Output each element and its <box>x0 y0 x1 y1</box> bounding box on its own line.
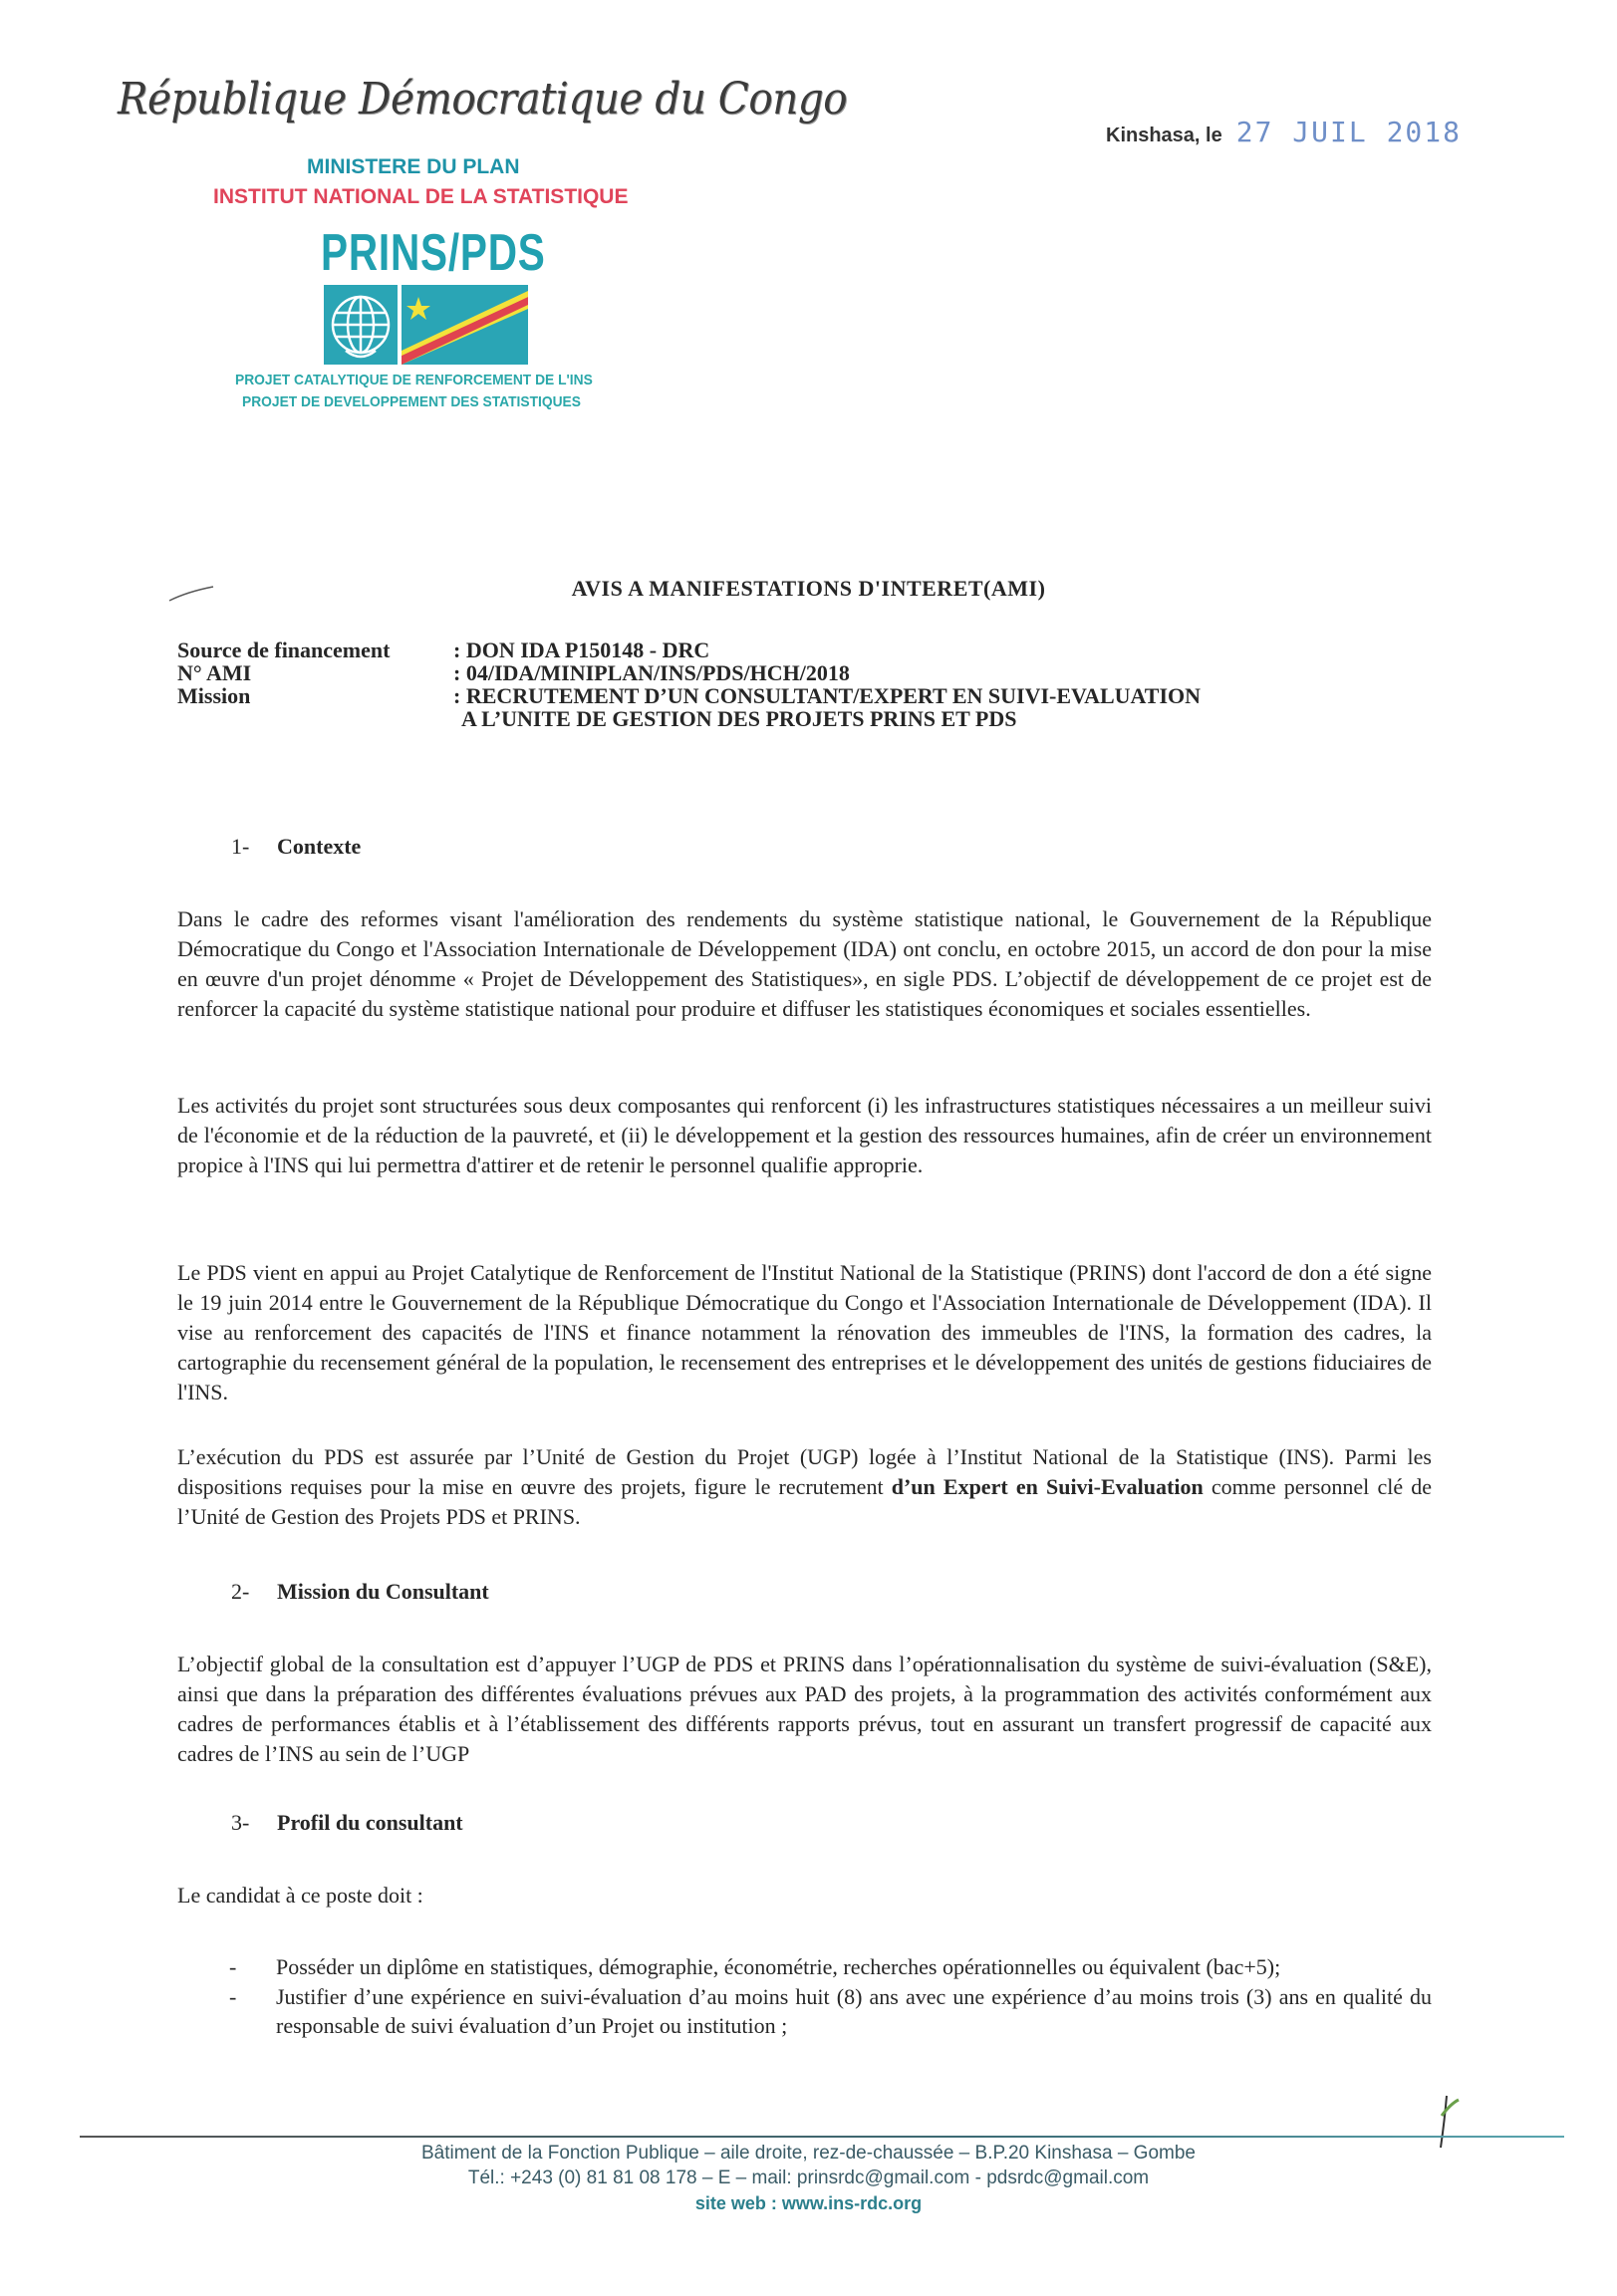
paragraph-context-2: Les activités du projet sont structurées sous deux composantes qui renforcent (i) les infrastructures statistiques nécessaires a un meilleur suivi de l'économie et de la réduction de la pauvreté, et (ii) le développement et la gestion des ressources humaines, afin de créer un environnement propice à l'INS qui lui permettra d'attirer et de retenir le personnel qualifie approprie. <box>177 1093 1432 1177</box>
world-bank-and-drc-flag-icon <box>324 285 528 365</box>
section-title: Mission du Consultant <box>277 1579 489 1604</box>
meta-value: : 04/IDA/MINIPLAN/INS/PDS/HCH/2018 <box>453 660 850 685</box>
section-title: Contexte <box>277 834 362 859</box>
para-bold-text: d’un Expert en Suivi-Evaluation <box>891 1474 1204 1499</box>
signature-initial-mark <box>1427 2090 1467 2150</box>
document-title: AVIS A MANIFESTATIONS D'INTERET(AMI) <box>571 576 1046 601</box>
meta-row-ami-number <box>177 661 1458 684</box>
list-item <box>229 1952 1432 1982</box>
project-line-2: PROJET DE DEVELOPPEMENT DES STATISTIQUES <box>242 393 581 410</box>
meta-value: : DON IDA P150148 - DRC <box>453 638 710 662</box>
meta-label <box>177 707 453 730</box>
footer-website[interactable]: site web : www.ins-rdc.org <box>694 2193 923 2213</box>
meta-block <box>177 638 1458 730</box>
meta-label: Source de financement <box>177 638 391 662</box>
meta-label: N° AMI <box>177 660 252 685</box>
paragraph-mission: L’objectif global de la consultation est d’appuyer l’UGP de PDS et PRINS dans l’opérationnalisation du système de suivi-évaluation (S&E), ainsi que dans la préparation des différentes évaluations prévues aux PAD des projets, à la programmation des activités conformément aux cadres de performances établis et à l’établissement des différents rapports prévus, tout en assurant un transfert progressif de capacité aux cadres de l’INS au sein de l’UGP <box>177 1652 1432 1766</box>
country-name-script: République Démocratique du Congo <box>118 74 848 125</box>
ministry-name: MINISTERE DU PLAN <box>307 155 520 178</box>
meta-value: A L’UNITE DE GESTION DES PROJETS PRINS ET PDS <box>461 706 1017 731</box>
section-number: 1- <box>231 834 250 859</box>
section-number: 3- <box>231 1810 250 1835</box>
meta-row-financing <box>177 638 1458 661</box>
section-number: 2- <box>231 1579 250 1604</box>
footer-contact: Tél.: +243 (0) 81 81 08 178 – E – mail: prinsrdc@gmail.com - pdsrdc@gmail.com <box>467 2168 1150 2188</box>
list-item <box>229 1982 1432 2041</box>
section-heading-profil <box>231 1810 463 1836</box>
footer-address: Bâtiment de la Fonction Publique – aile droite, rez-de-chaussée – B.P.20 Kinshasa – Gombe <box>420 2143 1196 2164</box>
list-item-text: Justifier d’une expérience en suivi-évaluation d’au moins huit (8) ans avec une expérience d’au moins trois (3) ans en qualité du responsable de suivi évaluation d’un Projet ou institution ; <box>276 1983 1432 2038</box>
section-heading-contexte <box>231 834 361 860</box>
section-title: Profil du consultant <box>277 1810 463 1835</box>
para-text: L’exécution du PDS est assurée par l’Unité de Gestion du Projet (UGP) logée à l’Institut National de la Statistique (INS). Parmi les dispositions requises pour la mise en œuvre des projets, figure le recrutement <box>177 1444 1432 1499</box>
program-logo <box>324 285 528 365</box>
section-heading-mission <box>231 1579 489 1605</box>
date-stamp: 27 JUIL 2018 <box>1235 116 1463 148</box>
place-and-date <box>1106 116 1462 148</box>
profile-intro: Le candidat à ce poste doit : <box>177 1883 423 1908</box>
project-line-1: PROJET CATALYTIQUE DE RENFORCEMENT DE L'INS <box>235 372 593 388</box>
paragraph-context-3: Le PDS vient en appui au Projet Catalytique de Renforcement de l'Institut National de la Statistique (PRINS) dont l'accord de don a été signe le 19 juin 2014 entre le Gouvernement de la République Démocratique du Congo et l'Association Internationale de Développement (IDA). Il vise au renforcement des capacités de l'INS et finance notamment la rénovation des immeubles de l'INS, la formation des cadres, la cartographie du recensement général de la population, le recensement des entreprises et le développement des unités de gestions fiduciaires de l'INS. <box>177 1260 1432 1404</box>
place-label: Kinshasa, le <box>1106 125 1222 146</box>
drc-flag-icon <box>402 285 528 365</box>
para-text: comme personnel clé de l’Unité de Gestion des Projets PDS et PRINS. <box>177 1474 1433 1529</box>
profile-requirements-list <box>229 1952 1432 2041</box>
footer-divider <box>80 2136 1564 2138</box>
list-item-text: Posséder un diplôme en statistiques, démographie, économétrie, recherches opérationnelles ou équivalent (bac+5); <box>276 1954 1281 1979</box>
bullet-dash: - <box>229 1954 237 1979</box>
bullet-dash: - <box>229 1983 237 2009</box>
meta-label: Mission <box>177 683 251 708</box>
meta-value: : RECRUTEMENT D’UN CONSULTANT/EXPERT EN SUIVI-EVALUATION <box>453 683 1202 708</box>
paragraph-context-1: Dans le cadre des reformes visant l'amélioration des rendements du système statistique national, le Gouvernement de la République Démocratique du Congo et l'Association Internationale de Développement (IDA) ont conclu, en octobre 2015, un accord de don pour la mise en œuvre d'un projet dénomme « Projet de Développement des Statistiques», en sigle PDS. L’objectif de développement de ce projet est de renforcer la capacité du système statistique national pour produire et diffuser les statistiques économiques et sociales essentielles. <box>177 906 1432 1021</box>
institute-name: INSTITUT NATIONAL DE LA STATISTIQUE <box>213 185 629 208</box>
meta-row-mission-cont <box>177 707 1458 730</box>
program-logo-text: PRINS/PDS <box>321 224 546 282</box>
meta-row-mission <box>177 684 1458 707</box>
paragraph-context-4 <box>177 1442 1432 1532</box>
